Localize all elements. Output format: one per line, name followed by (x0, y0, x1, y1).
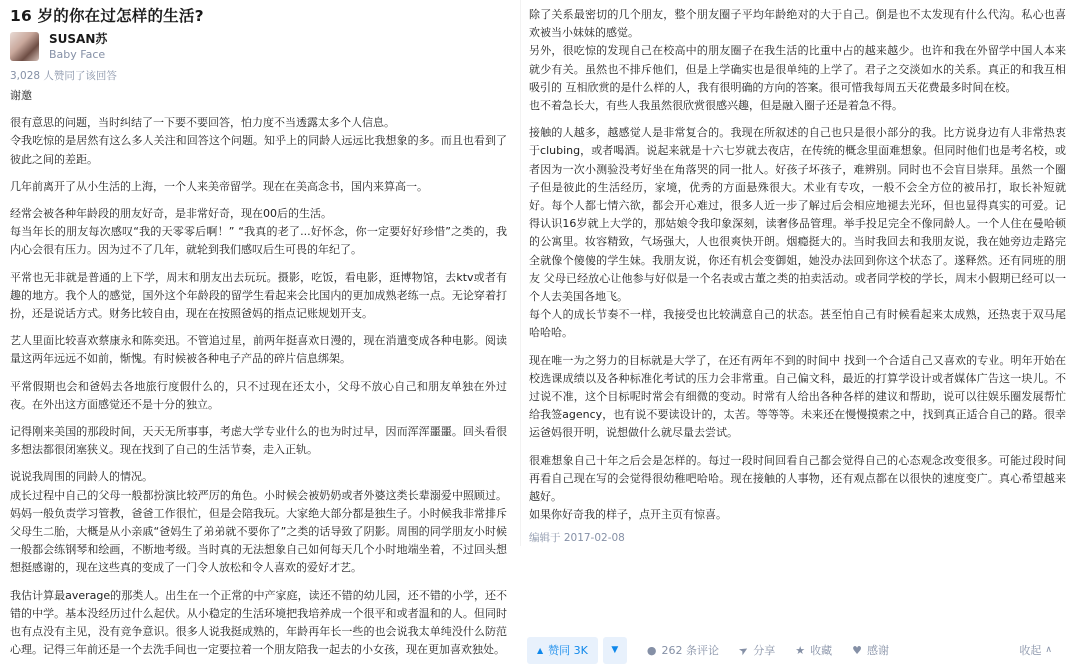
upvote-summary[interactable]: 3,028 人赞同了该回答 (10, 70, 117, 82)
avatar[interactable] (10, 32, 39, 61)
comments-label: 262 条评论 (661, 644, 719, 657)
upvote-triangle-icon: ▲ (537, 645, 544, 655)
answer-action-bar (527, 636, 1072, 664)
answer-paragraph: 如果你好奇我的样子，点开主页有惊喜。 (529, 508, 727, 522)
upvote-button[interactable] (527, 637, 598, 664)
chevron-up-icon: ∧ (1045, 645, 1052, 655)
answer-paragraph: 艺人里面比较喜欢蔡康永和陈奕迅。不管追过星，前两年挺喜欢日漫的，现在消遣变成各种电影。阅读量这两年远远不如前，惭愧。有时候被各种电子产品的碎片信息绑架。 (10, 334, 507, 366)
answer-paragraph: 也不着急长大，有些人我虽然很欣赏很感兴趣，但是融入圈子还是着急不得。 (529, 99, 903, 113)
author-info (10, 32, 507, 62)
edited-timestamp[interactable]: 编辑于 2017-02-08 (529, 532, 625, 545)
answer-paragraph: 现在唯一为之努力的目标就是大学了，在还有两年不到的时间中 找到一个合适自己又喜欢的专业。明年开始在校选课成绩以及各种标准化考试的压力会非常重。自己偏文科，最近的打算学设计或者媒体广告这一块儿。不过说不准，这个目标呢时常会有细微的变动。时常有人给出各种各样的建议和帮助，说可以往娱乐圈发展帮忙给我签agency，也有说不要读设计的，太苦。等等等。未来还在慢慢摸索之中，找到真正适合自己的路。很幸运爸妈很开明，说想做什么就尽量去尝试。 (529, 353, 1066, 440)
answer-paragraph: 另外，很吃惊的发现自己在校高中的朋友圈子在我生活的比重中占的越来越少。也许和我在外留学中国人本来就少有关。虽然也不排斥他们，但是上学确实也是很单纯的上学了。君子之交淡如水的关系。真正的和我互相吸引的 互相欣赏的是什么样的人，我有很明确的方向的答案。很可惜我每周五天花费最多时间在校。 (529, 44, 1066, 94)
paragraph-gap (10, 260, 507, 269)
paragraph-gap (10, 578, 507, 587)
paragraph-gap (10, 196, 507, 205)
answer-paragraph: 我估计算最average的那类人。出生在一个正常的中产家庭，读还不错的幼儿园，还不错的小学，还不错的中学。基本没经历过什么起伏。从小稳定的生活环境把我培养成一个很平和或者温和的人。但同时也有点没有主见，没有竞争意识。很多人说我挺成熟的，年龄再年长一些的也会说我太单纯没什么防范心理。记得三年前还是一个去洗手间也一定要拉着一个朋友陪我一起去的小女孩，现在更加喜欢独处。 (10, 588, 507, 657)
answer-paragraph: 每个人的成长节奏不一样，我接受也比较满意自己的状态。甚至怕自己有时候看起来太成熟，还热衷于双马尾哈哈哈。 (529, 308, 1066, 340)
paragraph-gap (10, 323, 507, 332)
paragraph-gap (10, 459, 507, 468)
collapse-label: 收起 (1019, 644, 1042, 657)
answer-paragraph: 成长过程中自己的父母一般都扮演比较严厉的角色。小时候会被奶奶或者外婆这类长辈溺爱中照顾过。妈妈一般负责学习管教，爸爸工作很忙，但是会陪我玩。大家绝大部分都是独生子。小时候我非常排斥父母生二胎，大概是从小亲戚“爸妈生了弟弟就不要你了”之类的话导致了阴影。周围的同学朋友小时候一般都会练钢琴和绘画，不断地考级。当时真的无法想象自己如何每天几个小时地端坐着，不过回头想想挺感谢的，现在这些真的变成了一门令人放松和令人喜欢的爱好才艺。 (10, 488, 507, 575)
share-button[interactable] (736, 642, 776, 658)
paragraph-gap (10, 369, 507, 378)
downvote-button[interactable] (603, 637, 627, 664)
answer-right-column (520, 0, 1080, 546)
star-icon: ★ (795, 643, 806, 657)
thanks-button[interactable] (852, 642, 889, 658)
author-text (49, 32, 107, 62)
heart-icon: ♥ (852, 643, 862, 657)
answer-body-left (10, 87, 507, 659)
answer-paragraph: 记得刚来美国的那段时间，天天无所事事，考虑大学专业什么的也为时过早，因而浑浑噩噩。回头看很多想法都很闭塞狭义。现在找到了自己的生活节奏，走入正轨。 (10, 425, 507, 457)
answer-paragraph: 除了关系最密切的几个朋友，整个朋友圈子平均年龄绝对的大于自己。倒是也不太发现有什么代沟。私心也喜欢被当小妹妹的感觉。 (529, 8, 1066, 40)
paragraph-gap (529, 443, 1066, 452)
paragraph-gap (10, 105, 507, 114)
answer-paragraph: 每当年长的朋友每次感叹“我的天零零后啊！” “我真的老了...好怀念，你一定要好好珍惜”之类的，我内心会很有压力。因为过不了几年，就轮到我们感叹后生可畏的年纪了。 (10, 225, 507, 257)
paragraph-gap (10, 169, 507, 178)
comments-button[interactable] (647, 642, 719, 658)
answer-paragraph: 几年前离开了从小生活的上海，一个人来美帝留学。现在在美高念书，国内来算高一。 (10, 179, 428, 193)
share-label: 分享 (753, 644, 776, 657)
upvote-label: 赞同 3K (548, 644, 588, 657)
paragraph-gap (10, 414, 507, 423)
paragraph-gap (529, 115, 1066, 124)
collapse-button[interactable] (1019, 642, 1052, 658)
answer-paragraph: 接触的人越多，越感觉人是非常复合的。我现在所叙述的自己也只是很小部分的我。比方说身边有人非常热衷于clubing，或者喝酒。说起来就是十六七岁就去夜店，在传统的概念里面难想象。但同时他们也是考名校，或者因为一次小测验没考好坐在角落哭的同一批人。好孩子坏孩子，难辨别。同时也不会盲目崇拜。虽然一个圈子但是彼此的生活经历，家境，优秀的方面悬殊很大。术业有专攻，一般不会全方位的被吊打，取长补短就好。每个人都七情六欲，都会开心难过，很多人近一步了解过后会相应地褪去光环，但也显得真实的可爱。记得认识16岁就上大学的，那姑娘令我印象深刻，读奢侈品管理。举手投足完全不像同龄人。一个人住在曼哈顿的公寓里。妆容精致，气场强大，人也很爽快开朗。烟瘾挺大的。当时我回去和我朋友说，我在她旁边走路完全就像个傻傻的学生妹。我朋友说，你还有机会变御姐，她没办法回到你这个状态了。遂释然。还有同班的朋友 父母已经放心让他参与好似是一个名表或古董之类的拍卖活动。或者同学校的学长，周末小假期已经可以一个人去美国各地飞。 (529, 126, 1066, 304)
downvote-triangle-icon: ▼ (611, 645, 619, 655)
answer-paragraph: 平常假期也会和爸妈去各地旅行度假什么的，只不过现在还太小，父母不放心自己和朋友单独在外过夜。在外出这方面感觉还不是十分的独立。 (10, 379, 507, 411)
answer-paragraph: 很难想象自己十年之后会是怎样的。每过一段时间回看自己都会觉得自己的心态观念改变很多。可能过段时间再看自己现在写的会觉得很幼稚吧哈哈。现在接触的人事物，还有观点都在以很快的速度变广。真心希望越来越好。 (529, 453, 1066, 504)
answer-left-column (0, 0, 515, 659)
answer-paragraph: 平常也无非就是普通的上下学，周末和朋友出去玩玩。摄影，吃饭，看电影，逛博物馆，去ktv或者有趣的地方。我个人的感觉，国外这个年龄段的留学生看起来会比国内的更加成熟老练一点。无论穿着打扮，还是说话方式。财务比较自由，现在在按照爸妈的指点记账规划开支。 (10, 270, 507, 321)
author-name[interactable]: SUSAN苏 (49, 32, 108, 46)
thanks-label: 感谢 (866, 644, 889, 657)
paragraph-gap (529, 343, 1066, 352)
answer-paragraph: 经常会被各种年龄段的朋友好奇，是非常好奇，现在00后的生活。 (10, 207, 332, 221)
answer-paragraph: 令我吃惊的是居然有这么多人关注和回答这个问题。知乎上的同龄人远远比我想象的多。而且也看到了彼此之间的差距。 (10, 134, 507, 166)
question-title[interactable]: 16 岁的你在过怎样的生活? (10, 7, 204, 25)
answer-body-right (529, 6, 1066, 524)
paper-plane-icon: ➤ (736, 642, 751, 658)
answer-paragraph: 谢邀 (10, 89, 32, 102)
answer-paragraph: 说说我周围的同龄人的情况。 (10, 470, 153, 484)
favorite-label: 收藏 (810, 644, 833, 657)
favorite-button[interactable] (795, 642, 832, 658)
author-bio: Baby Face (49, 48, 106, 61)
comment-bubble-icon: ● (646, 643, 657, 657)
answer-paragraph: 很有意思的问题，当时纠结了一下要不要回答，怕力度不当透露太多个人信息。 (10, 116, 395, 130)
